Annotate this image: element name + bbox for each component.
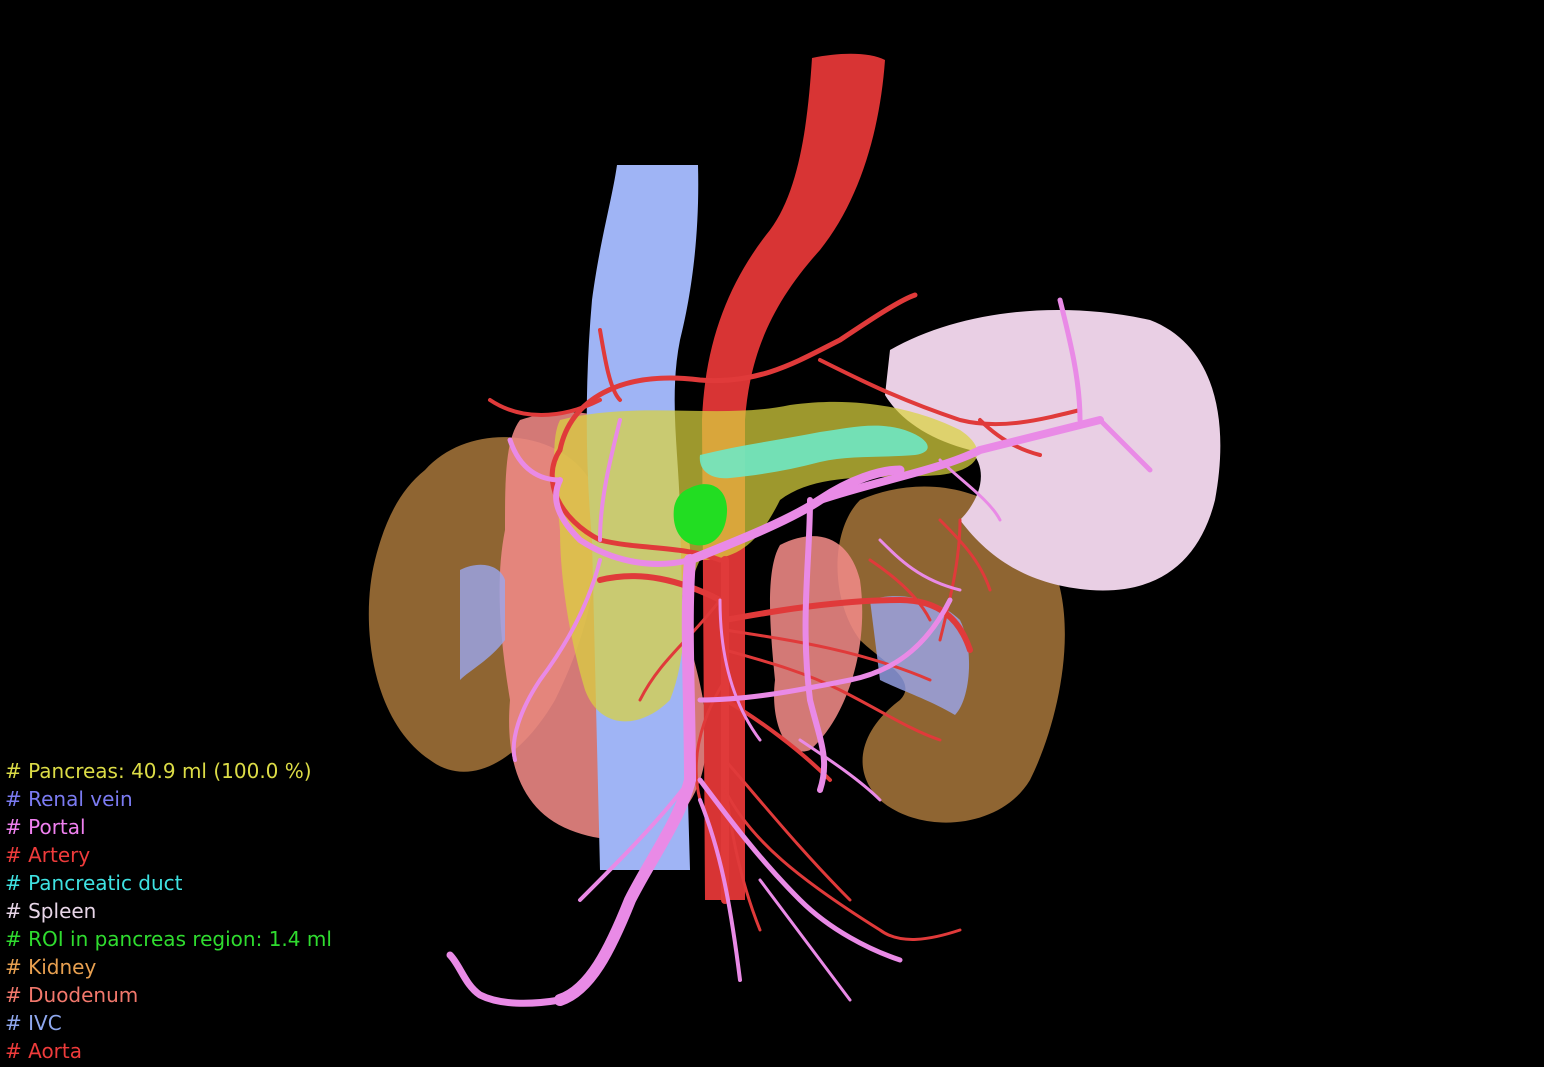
legend-item: # Aorta xyxy=(5,1039,83,1063)
legend-item: # Spleen xyxy=(5,899,97,923)
structure-legend xyxy=(5,757,332,1065)
legend-item: # IVC xyxy=(5,1011,62,1035)
legend-item: # Renal vein xyxy=(5,787,133,811)
legend-item: # Duodenum xyxy=(5,983,139,1007)
legend-item: # Portal xyxy=(5,815,86,839)
legend-item: # Artery xyxy=(5,843,91,867)
legend-item: # Pancreatic duct xyxy=(5,871,183,895)
legend-item: # ROI in pancreas region: 1.4 ml xyxy=(5,927,332,951)
legend-item: # Kidney xyxy=(5,955,97,979)
legend-item: # Pancreas: 40.9 ml (100.0 %) xyxy=(5,759,312,783)
